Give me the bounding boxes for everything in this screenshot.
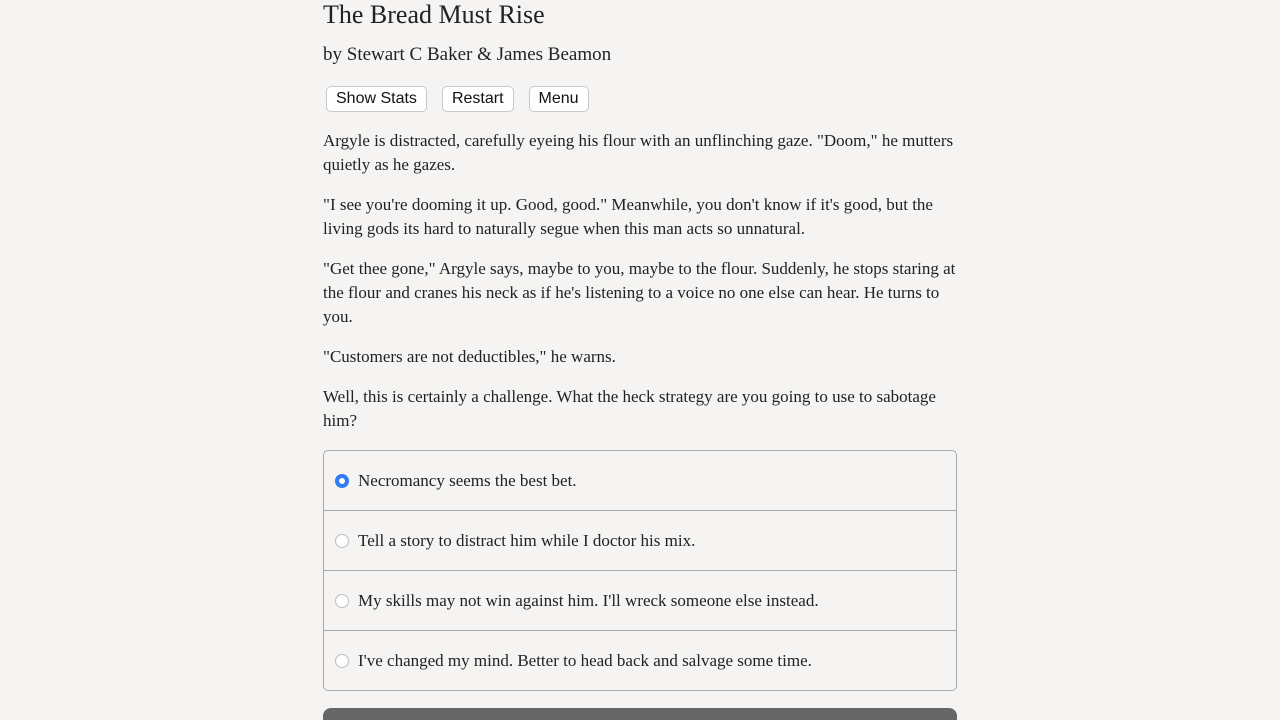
game-author: by Stewart C Baker & James Beamon — [323, 44, 612, 65]
story-text — [323, 129, 963, 449]
story-paragraph: Well, this is certainly a challenge. What the heck strategy are you going to use to sabotage him? — [323, 387, 936, 430]
radio-selected-icon[interactable] — [335, 474, 349, 488]
restart-button[interactable]: Restart — [442, 86, 514, 112]
choice-label: I've changed my mind. Better to head back and salvage some time. — [358, 650, 812, 670]
game-title: The Bread Must Rise — [323, 0, 545, 29]
story-paragraph: "I see you're dooming it up. Good, good." Meanwhile, you don't know if it's good, but the living gods its hard to naturally segue when this man acts so unnatural. — [323, 195, 933, 238]
choice-option-necromancy[interactable] — [324, 451, 956, 511]
story-paragraph: "Get thee gone," Argyle says, maybe to you, maybe to the flour. Suddenly, he stops staring at the flour and cranes his neck as if he's listening to a voice no one else can hear. He turns to you. — [323, 259, 956, 326]
choice-option-head-back[interactable] — [324, 631, 956, 690]
radio-unselected-icon[interactable] — [335, 534, 349, 548]
story-paragraph: "Customers are not deductibles," he warns. — [323, 347, 616, 366]
show-stats-button[interactable]: Show Stats — [326, 86, 427, 112]
choice-label: Tell a story to distract him while I doctor his mix. — [358, 530, 696, 550]
radio-unselected-icon[interactable] — [335, 654, 349, 668]
choice-label: My skills may not win against him. I'll wreck someone else instead. — [358, 590, 819, 610]
choice-option-wreck-someone-else[interactable] — [324, 571, 956, 631]
next-button[interactable] — [323, 708, 957, 720]
menu-button[interactable]: Menu — [529, 86, 589, 112]
choice-option-tell-story[interactable] — [324, 511, 956, 571]
choice-label: Necromancy seems the best bet. — [358, 470, 577, 490]
toolbar — [326, 86, 589, 112]
choice-list — [323, 450, 957, 691]
radio-unselected-icon[interactable] — [335, 594, 349, 608]
story-paragraph: Argyle is distracted, carefully eyeing his flour with an unflinching gaze. "Doom," he mutters quietly as he gazes. — [323, 131, 954, 174]
